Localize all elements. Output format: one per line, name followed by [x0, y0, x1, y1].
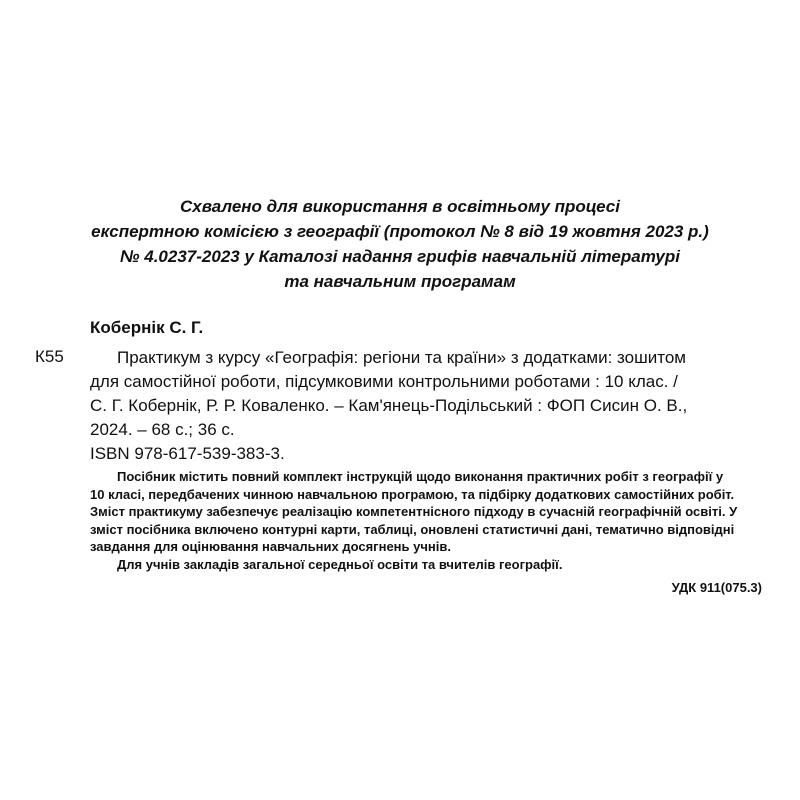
- summary-line: Посібник містить повний комплект інструкцій щодо виконання практичних робіт з географії у: [117, 469, 724, 484]
- approval-line: та навчальним програмам: [284, 272, 516, 291]
- bibliographic-record: [90, 346, 780, 442]
- approval-line: Схвалено для використання в освітньому процесі: [180, 197, 620, 216]
- audience-line: Для учнів закладів загальної середньої освіти та вчителів географії.: [117, 556, 563, 572]
- approval-stamp-text: [60, 194, 740, 294]
- bibliographic-line: Практикум з курсу «Географія: регіони та країни» з додатками: зошитом: [117, 348, 686, 367]
- approval-line: № 4.0237-2023 у Каталозі надання грифів навчальній літературі: [120, 247, 680, 266]
- bibliographic-line: для самостійної роботи, підсумковими контрольними роботами : 10 клас. /: [90, 372, 678, 391]
- approval-line: експертною комісією з географії (протокол № 8 від 19 жовтня 2023 р.): [91, 222, 709, 241]
- author-heading: Кобернік С. Г.: [90, 318, 204, 337]
- summary-line: 10 класі, передбачених чинною навчальною програмою, та підбірку додаткових самостійних робіт.: [90, 486, 735, 502]
- library-index: К55: [35, 347, 64, 366]
- isbn: ISBN 978-617-539-383-3.: [90, 444, 285, 463]
- bibliographic-line: С. Г. Кобернік, Р. Р. Коваленко. – Кам'янець-Подільський : ФОП Сисин О. В.,: [90, 396, 688, 415]
- summary-line: зміст посібника включено контурні карти, таблиці, оновлені статистичні дані, тематично відповідні: [90, 521, 735, 537]
- summary-line: Зміст практикуму забезпечує реалізацію компетентнісного підходу в сучасній географічній освіті. У: [90, 504, 738, 519]
- summary-line: завдання для оцінювання навчальних досягнень учнів.: [90, 539, 451, 554]
- udk-code: УДК 911(075.3): [671, 580, 762, 595]
- book-summary: [90, 468, 780, 573]
- bibliographic-line: 2024. – 68 с.; 36 с.: [90, 420, 235, 439]
